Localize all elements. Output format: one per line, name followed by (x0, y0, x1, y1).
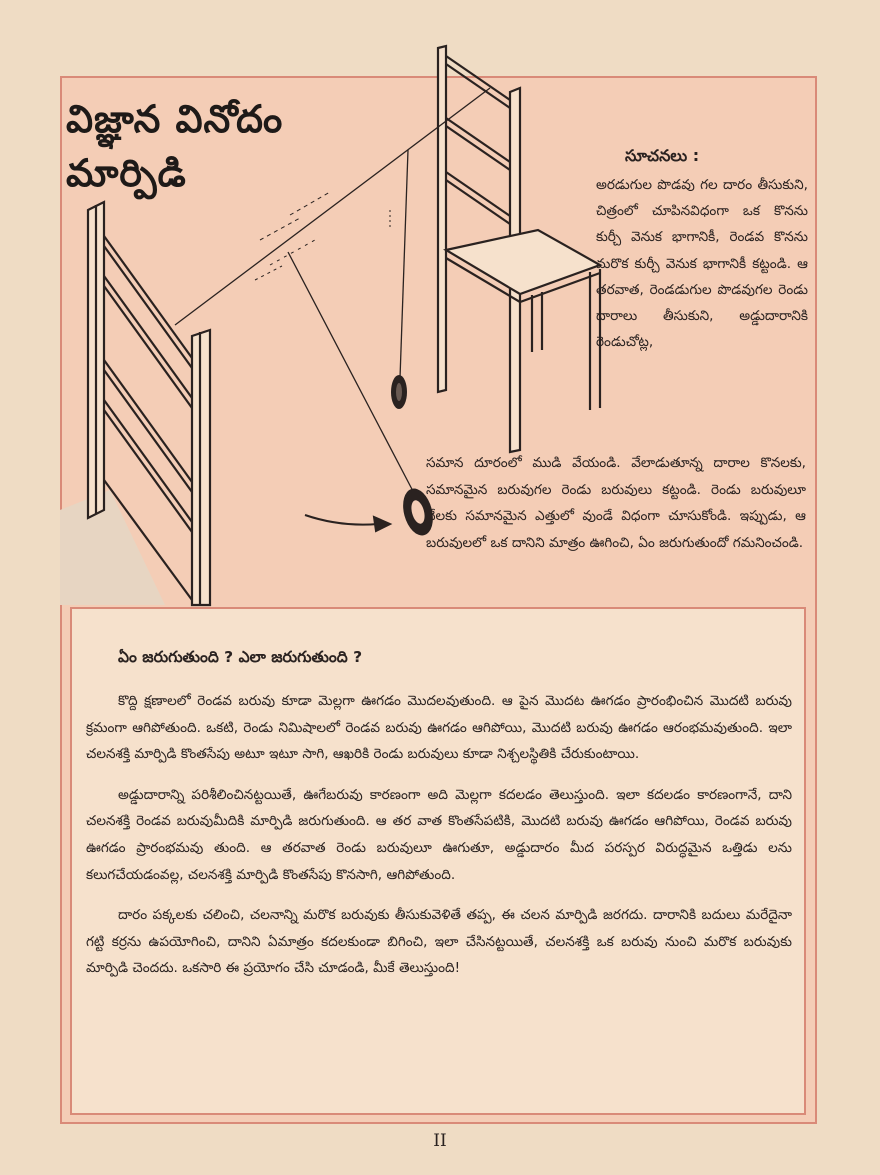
motion-marks (255, 192, 390, 280)
right-chair (438, 46, 600, 452)
title-line-1: విజ్ఞాన వినోదం (66, 96, 284, 141)
page-number: II (433, 1131, 447, 1151)
title-line-2: మార్పిడి (66, 150, 187, 195)
explanation-paragraph-3: దారం పక్కలకు చలించి, చలనాన్ని మరొక బరువుకు తీసుకువెళితే తప్ప, ఈ చలన మార్పిడి జరగదు. దారానికి బదులు మరేదైనా గట్టి కర్రను ఉపయోగించి, దానిని ఏమాత్రం కదలకుండా బిగించి, ఇలా చేసినట్టయితే, చలనశక్తి ఒక బరువు నుంచి మరొక బరువుకు మార్పిడి చెందదు. ఒకసారి ఈ ప్రయోగం చేసి చూడండి, మీకే తెలుస్తుంది! (86, 907, 792, 977)
pendulum-string-2 (288, 252, 415, 495)
explanation-paragraph-2: అడ్డుదారాన్ని పరిశీలించినట్టయితే, ఊగేబరువు కారణంగా అది మెల్లగా కదలడం తెలుస్తుంది. ఇలా కదలడం కారణంగానే, దాని చలనశక్తి రెండవ బరువుమీదికి మార్పిడి జరుగుతుంది. ఆ తర వాత కొంతసేపటికి, మొదటి బరువు ఊగడం ఆగిపోయి, రెండవ బరువు ఊగడం ప్రారంభమవు తుంది. ఆ తరవాత రెండు బరువులూ ఊగుతూ, అడ్డుదారం మీద పరస్పర విరుద్ధమైన ఒత్తిడు లను కలుగచేయడంవల్ల, చలనశక్తి మార్పిడి కొంతసేపు కొనసాగి, ఆగిపోతుంది. (86, 786, 792, 883)
article-title (66, 92, 296, 200)
instructions-text-bottom: సమాన దూరంలో ముడి వేయండి. వేలాడుతూన్న దారాల కొనలకు, సమానమైన బరువుగల రెండు బరువులు కట్టండి. రెండు బరువులూ నేలకు సమానమైన ఎత్తులో వుండే విధంగా చూసుకోండి. ఇప్పుడు, ఆ బరువులలో ఒక దానిని మాత్రం ఊగించి, ఏం జరుగుతుందో గమనించండి. (426, 455, 806, 551)
pointer-arrow (305, 515, 390, 531)
explanation-paragraph-1: కొద్ది క్షణాలలో రెండవ బరువు కూడా మెల్లగా ఊగడం మొదలవుతుంది. ఆ పైన మొదట ఊగడం ప్రారంభించిన మొదటి బరువు క్రమంగా ఆగిపోతుంది. ఒకటి, రెండు నిమిషాలలో రెండవ బరువు ఊగడం ఆగిపోయి, మొదటి బరువు ఊగడం ఆరంభమవుతుంది. ఇలా చలనశక్తి మార్పిడి కొంతసేపు అటూ ఇటూ సాగి, ఆఖరికి రెండు బరువులు కూడా నిశ్చలస్థితికి చేరుకుంటాయి. (86, 693, 792, 763)
explanation-body (86, 688, 792, 996)
instructions-heading: సూచనలు : (625, 146, 700, 165)
explanation-question: ఏం జరుగుతుంది ? ఎలా జరుగుతుంది ? (118, 648, 363, 666)
floor-shadow (60, 490, 165, 605)
instructions-text-top: అరడుగుల పొడవు గల దారం తీసుకుని, చిత్రంలో చూపినవిధంగా ఒక కొనను కుర్చీ వెనుక భాగానికీ, రెండవ కొనను మరొక కుర్చీ వెనుక భాగానికీ కట్టండి. ఆ తరవాత, రెండడుగుల పొడవుగల రెండు దారాలు తీసుకుని, అడ్డుదారానికి రెండుచోట్ల, (596, 177, 808, 351)
pendulum-string-1 (400, 150, 408, 378)
